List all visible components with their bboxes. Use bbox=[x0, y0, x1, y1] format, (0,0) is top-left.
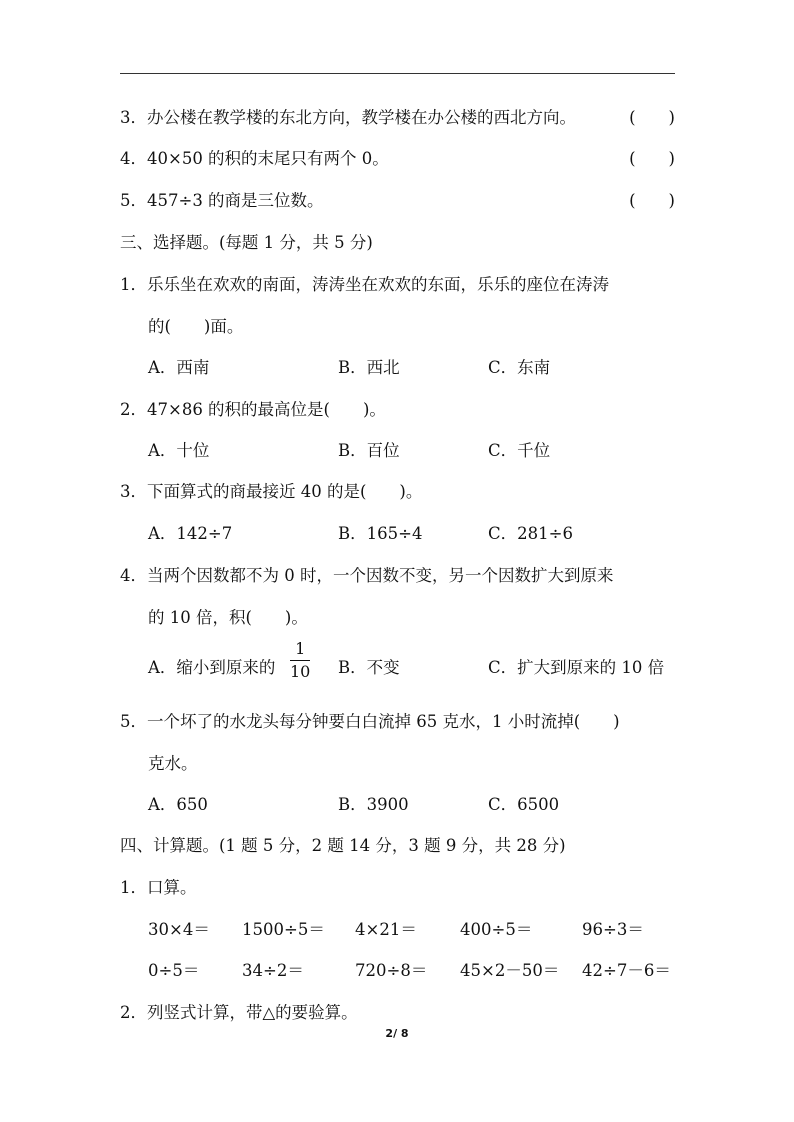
oral-calc-item: 42÷7－6＝ bbox=[582, 961, 671, 980]
option-c[interactable]: C．东南 bbox=[488, 358, 551, 377]
option-a[interactable]: A．650 bbox=[148, 795, 208, 814]
option-c[interactable]: C．扩大到原来的 10 倍 bbox=[488, 658, 665, 677]
tf-item-text: 4．40×50 的积的末尾只有两个 0。 bbox=[120, 149, 389, 168]
oral-calc-item: 96÷3＝ bbox=[582, 920, 644, 939]
question-text: 4．当两个因数都不为 0 时，一个因数不变，另一个因数扩大到原来 bbox=[120, 566, 614, 585]
oral-calc-item: 45×2－50＝ bbox=[460, 961, 560, 980]
header-rule bbox=[120, 73, 675, 74]
oral-calc-item: 0÷5＝ bbox=[148, 961, 200, 980]
question-text: 的( )面。 bbox=[148, 317, 244, 336]
oral-calc-item: 720÷8＝ bbox=[355, 961, 428, 980]
tf-item-4 bbox=[120, 147, 675, 171]
page-number: 2/ 8 bbox=[385, 1027, 409, 1040]
option-a[interactable]: A．142÷7 bbox=[148, 524, 233, 543]
tf-item-text: 5．457÷3 的商是三位数。 bbox=[120, 191, 324, 210]
option-b[interactable]: B．百位 bbox=[338, 441, 400, 460]
option-c[interactable]: C．6500 bbox=[488, 795, 560, 814]
option-b[interactable]: B．165÷4 bbox=[338, 524, 423, 543]
question-text: 2．列竖式计算，带△的要验算。 bbox=[120, 1003, 358, 1022]
oral-calc-item: 34÷2＝ bbox=[242, 961, 304, 980]
question-text: 1．乐乐坐在欢欢的南面，涛涛坐在欢欢的东面，乐乐的座位在涛涛 bbox=[120, 275, 609, 294]
oral-calc-item: 400÷5＝ bbox=[460, 920, 533, 939]
tf-item-5 bbox=[120, 189, 675, 213]
question-text: 5．一个坏了的水龙头每分钟要白白流掉 65 克水，1 小时流掉( ) bbox=[120, 712, 620, 731]
option-b[interactable]: B．3900 bbox=[338, 795, 409, 814]
tf-item-text: 3．办公楼在教学楼的东北方向，教学楼在办公楼的西北方向。 bbox=[120, 108, 576, 127]
option-b[interactable]: B．不变 bbox=[338, 658, 400, 677]
question-text: 3．下面算式的商最接近 40 的是( )。 bbox=[120, 482, 423, 501]
answer-blank[interactable]: ( ) bbox=[629, 191, 675, 210]
section-title: 四、计算题。(1 题 5 分，2 题 14 分，3 题 9 分，共 28 分) bbox=[120, 836, 566, 855]
answer-blank[interactable]: ( ) bbox=[629, 108, 675, 127]
fraction-one-tenth: 1 10 bbox=[290, 639, 311, 681]
option-a[interactable]: A．西南 bbox=[148, 358, 210, 377]
question-text: 的 10 倍，积( )。 bbox=[148, 608, 308, 627]
question-text: 克水。 bbox=[148, 754, 198, 773]
question-text: 1．口算。 bbox=[120, 878, 197, 897]
section-title: 三、选择题。(每题 1 分，共 5 分) bbox=[120, 233, 373, 252]
oral-calc-item: 4×21＝ bbox=[355, 920, 417, 939]
oral-calc-item: 30×4＝ bbox=[148, 920, 210, 939]
option-a[interactable]: A．十位 bbox=[148, 441, 210, 460]
oral-calc-item: 1500÷5＝ bbox=[242, 920, 325, 939]
option-c[interactable]: C．281÷6 bbox=[488, 524, 573, 543]
option-a[interactable]: A．缩小到原来的 bbox=[148, 658, 276, 677]
question-text: 2．47×86 的积的最高位是( )。 bbox=[120, 400, 386, 419]
answer-blank[interactable]: ( ) bbox=[629, 149, 675, 168]
option-c[interactable]: C．千位 bbox=[488, 441, 551, 460]
option-b[interactable]: B．西北 bbox=[338, 358, 400, 377]
tf-item-3 bbox=[120, 106, 675, 130]
